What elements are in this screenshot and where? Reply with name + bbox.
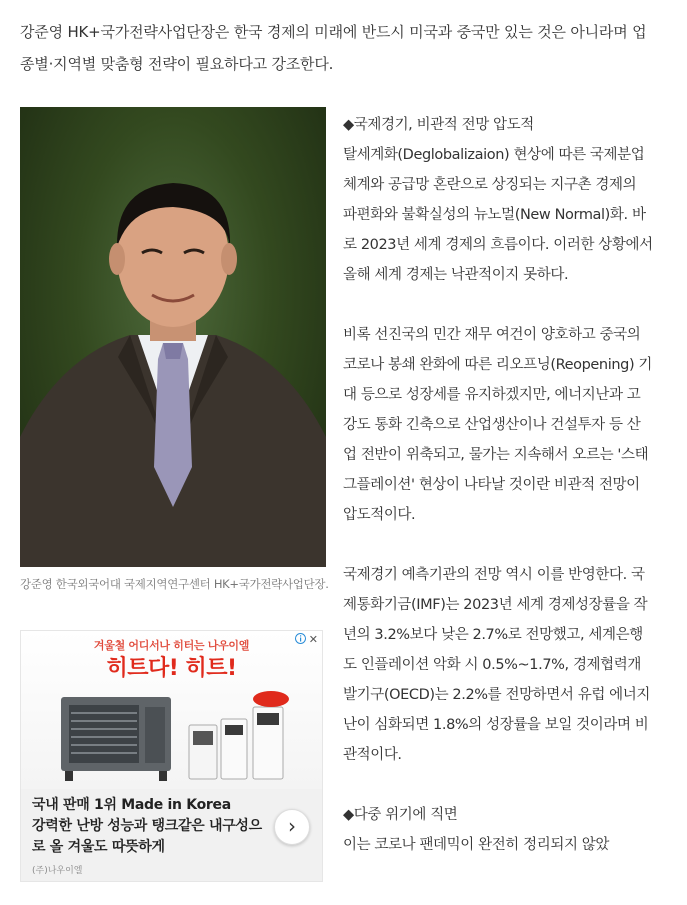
- article-paragraph: 국제경기 예측기관의 전망 역시 이를 반영한다. 국제통화기금(IMF)는 2023년 세계 경제성장률을 작년의 3.2%보다 낮은 2.7%로 전망했고, 세계은행도 인플레이션 악화 시 0.5%~1.7%, 경제협력개발기구(OECD)는 2.2%를 전망하면서 유럽 에너지난이 심화되면 1.8%의 성장률을 보일 것이라며 비관적이다.: [343, 567, 650, 763]
- photo-figure: [20, 107, 329, 593]
- ad-headline: 히트다! 히트!: [106, 656, 237, 681]
- heater-product-illustration: [21, 679, 323, 789]
- portrait-photo: [20, 107, 326, 567]
- section-heading: ◆다중 위기에 직면: [343, 807, 458, 823]
- ad-description[interactable]: 강력한 난방 성능과 탱크같은 내구성으로 올 겨울도 따뜻하게: [32, 818, 262, 855]
- article-body: [343, 110, 653, 890]
- intro-paragraph: 강준영 HK+국가전략사업단장은 한국 경제의 미래에 반드시 미국과 중국만 있는 것은 아니라며 업종별·지역별 맞춤형 전략이 필요하다고 강조한다.: [20, 23, 647, 73]
- ad-arrow-button[interactable]: ›: [274, 809, 310, 845]
- portrait-illustration: [20, 107, 326, 567]
- close-icon[interactable]: ✕: [308, 633, 318, 646]
- ad-brand: (주)나우이엘: [32, 866, 83, 876]
- article-paragraph: 비록 선진국의 민간 재무 여건이 양호하고 중국의 코로나 봉쇄 완화에 따른 리오프닝(Reopening) 기대 등으로 성장세를 유지하겠지만, 에너지난과 고강도 통화 긴축으로 산업생산이나 건설투자 등 산업 전반이 위축되고, 물가는 지속해서 오르는 '스태그플레이션' 현상이 나타날 것이란 비관적 전망이 압도적이다.: [343, 327, 653, 523]
- ad-subheadline: 겨울철 어디서나 히터는 나우이엘: [93, 639, 250, 652]
- ad-text-block[interactable]: [21, 789, 322, 882]
- article-paragraph: 이는 코로나 팬데믹이 완전히 정리되지 않았: [343, 837, 609, 853]
- article-paragraph: 탈세계화(Deglobalizaion) 현상에 따른 국제분업체계와 공급망 혼란으로 상징되는 지구촌 경제의 파편화와 불확실성의 뉴노멀(New Normal)화. 바로 2023년 세계 경제의 흐름이다. 이러한 상황에서 올해 세계 경제는 낙관적이지 못하다.: [343, 147, 653, 283]
- photo-caption: 강준영 한국외국어대 국제지역연구센터 HK+국가전략사업단장.: [20, 577, 329, 591]
- section-heading: ◆국제경기, 비관적 전망 압도적: [343, 117, 534, 133]
- advertisement[interactable]: [20, 630, 323, 882]
- ad-banner[interactable]: [21, 631, 322, 789]
- ad-title[interactable]: 국내 판매 1위 Made in Korea: [32, 797, 231, 813]
